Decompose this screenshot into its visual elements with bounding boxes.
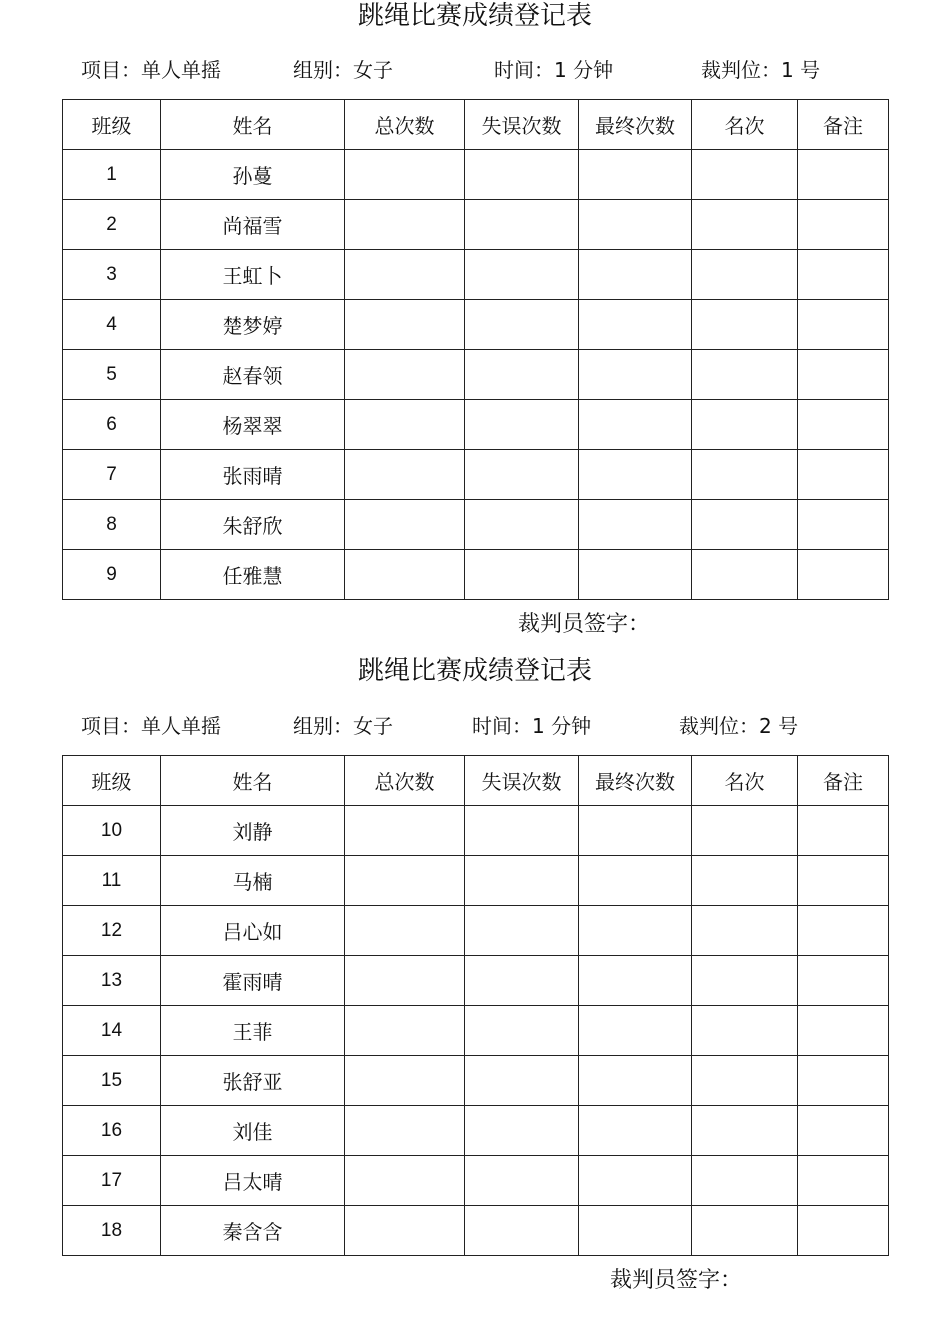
errors-cell[interactable]	[465, 906, 579, 956]
column-header-class: 班级	[63, 100, 161, 150]
total-cell[interactable]	[345, 956, 465, 1006]
class-cell: 2	[63, 200, 161, 250]
errors-cell[interactable]	[465, 1206, 579, 1256]
errors-cell[interactable]	[465, 806, 579, 856]
sheet-2-title: 跳绳比赛成绩登记表	[357, 656, 592, 686]
class-cell: 1	[63, 150, 161, 200]
table-row	[63, 450, 889, 500]
rank-cell[interactable]	[692, 300, 798, 350]
name-cell: 秦含含	[161, 1206, 345, 1256]
errors-cell[interactable]	[465, 350, 579, 400]
sheet-2-referee-position: 裁判位：2 号	[679, 714, 799, 738]
notes-cell[interactable]	[798, 500, 889, 550]
table-row	[63, 550, 889, 600]
notes-cell[interactable]	[798, 1106, 889, 1156]
notes-cell[interactable]	[798, 906, 889, 956]
rank-cell[interactable]	[692, 450, 798, 500]
name-cell: 刘佳	[161, 1106, 345, 1156]
rank-cell[interactable]	[692, 906, 798, 956]
final-cell[interactable]	[579, 1006, 692, 1056]
class-cell: 4	[63, 300, 161, 350]
table-row	[63, 906, 889, 956]
sheet-2-signature-label: 裁判员签字：	[610, 1268, 743, 1293]
total-cell[interactable]	[345, 400, 465, 450]
name-cell: 任雅慧	[161, 550, 345, 600]
name-cell: 吕心如	[161, 906, 345, 956]
sheet-2-group: 组别：女子	[293, 714, 393, 738]
total-cell[interactable]	[345, 1056, 465, 1106]
final-cell[interactable]	[579, 200, 692, 250]
name-cell: 楚梦婷	[161, 300, 345, 350]
table-row	[63, 1006, 889, 1056]
column-header-name: 姓名	[161, 756, 345, 806]
total-cell[interactable]	[345, 450, 465, 500]
class-cell: 8	[63, 500, 161, 550]
name-cell: 吕太晴	[161, 1156, 345, 1206]
total-cell[interactable]	[345, 806, 465, 856]
final-cell[interactable]	[579, 150, 692, 200]
column-header-name: 姓名	[161, 100, 345, 150]
rank-cell[interactable]	[692, 1006, 798, 1056]
name-cell: 张雨晴	[161, 450, 345, 500]
table-row	[63, 300, 889, 350]
column-header-notes: 备注	[798, 100, 889, 150]
class-cell: 15	[63, 1056, 161, 1106]
sheet-1-group: 组别：女子	[293, 58, 393, 82]
column-header-total: 总次数	[345, 756, 465, 806]
notes-cell[interactable]	[798, 400, 889, 450]
errors-cell[interactable]	[465, 1106, 579, 1156]
total-cell[interactable]	[345, 856, 465, 906]
notes-cell[interactable]	[798, 300, 889, 350]
rank-cell[interactable]	[692, 400, 798, 450]
sheet-1-time: 时间：1 分钟	[494, 58, 614, 82]
total-cell[interactable]	[345, 1006, 465, 1056]
notes-cell[interactable]	[798, 856, 889, 906]
notes-cell[interactable]	[798, 350, 889, 400]
name-cell: 张舒亚	[161, 1056, 345, 1106]
final-cell[interactable]	[579, 550, 692, 600]
notes-cell[interactable]	[798, 956, 889, 1006]
name-cell: 孙蔓	[161, 150, 345, 200]
rank-cell[interactable]	[692, 500, 798, 550]
total-cell[interactable]	[345, 150, 465, 200]
rank-cell[interactable]	[692, 250, 798, 300]
notes-cell[interactable]	[798, 150, 889, 200]
table-row	[63, 1106, 889, 1156]
errors-cell[interactable]	[465, 500, 579, 550]
class-cell: 7	[63, 450, 161, 500]
name-cell: 王虹卜	[161, 250, 345, 300]
notes-cell[interactable]	[798, 200, 889, 250]
column-header-final: 最终次数	[579, 756, 692, 806]
final-cell[interactable]	[579, 956, 692, 1006]
notes-cell[interactable]	[798, 450, 889, 500]
class-cell: 6	[63, 400, 161, 450]
rank-cell[interactable]	[692, 1156, 798, 1206]
table-row	[63, 1206, 889, 1256]
sheet-2-time: 时间：1 分钟	[472, 714, 592, 738]
total-cell[interactable]	[345, 906, 465, 956]
name-cell: 杨翠翠	[161, 400, 345, 450]
sheet-1-table	[62, 99, 889, 600]
class-cell: 9	[63, 550, 161, 600]
table-row	[63, 500, 889, 550]
errors-cell[interactable]	[465, 956, 579, 1006]
errors-cell[interactable]	[465, 400, 579, 450]
class-cell: 3	[63, 250, 161, 300]
class-cell: 5	[63, 350, 161, 400]
total-cell[interactable]	[345, 550, 465, 600]
errors-cell[interactable]	[465, 1156, 579, 1206]
rank-cell[interactable]	[692, 150, 798, 200]
total-cell[interactable]	[345, 500, 465, 550]
class-cell: 10	[63, 806, 161, 856]
total-cell[interactable]	[345, 350, 465, 400]
column-header-class: 班级	[63, 756, 161, 806]
total-cell[interactable]	[345, 1156, 465, 1206]
errors-cell[interactable]	[465, 550, 579, 600]
rank-cell[interactable]	[692, 956, 798, 1006]
sheet-2-table	[62, 755, 889, 1256]
name-cell: 赵春领	[161, 350, 345, 400]
errors-cell[interactable]	[465, 250, 579, 300]
notes-cell[interactable]	[798, 1006, 889, 1056]
notes-cell[interactable]	[798, 1056, 889, 1106]
notes-cell[interactable]	[798, 250, 889, 300]
table-row	[63, 1156, 889, 1206]
column-header-rank: 名次	[692, 756, 798, 806]
name-cell: 霍雨晴	[161, 956, 345, 1006]
sheet-1-title: 跳绳比赛成绩登记表	[357, 1, 592, 31]
final-cell[interactable]	[579, 1106, 692, 1156]
class-cell: 18	[63, 1206, 161, 1256]
errors-cell[interactable]	[465, 200, 579, 250]
sheet-1-signature-label: 裁判员签字：	[518, 612, 651, 637]
total-cell[interactable]	[345, 1206, 465, 1256]
column-header-final: 最终次数	[579, 100, 692, 150]
table-row	[63, 250, 889, 300]
final-cell[interactable]	[579, 450, 692, 500]
errors-cell[interactable]	[465, 1006, 579, 1056]
total-cell[interactable]	[345, 200, 465, 250]
final-cell[interactable]	[579, 806, 692, 856]
notes-cell[interactable]	[798, 806, 889, 856]
table-row	[63, 806, 889, 856]
rank-cell[interactable]	[692, 806, 798, 856]
notes-cell[interactable]	[798, 1156, 889, 1206]
table-row	[63, 856, 889, 906]
errors-cell[interactable]	[465, 856, 579, 906]
table-row	[63, 1056, 889, 1106]
table-row	[63, 350, 889, 400]
class-cell: 12	[63, 906, 161, 956]
name-cell: 朱舒欣	[161, 500, 345, 550]
rank-cell[interactable]	[692, 856, 798, 906]
final-cell[interactable]	[579, 1156, 692, 1206]
column-header-notes: 备注	[798, 756, 889, 806]
column-header-errors: 失误次数	[465, 756, 579, 806]
total-cell[interactable]	[345, 1106, 465, 1156]
table-row	[63, 400, 889, 450]
rank-cell[interactable]	[692, 1106, 798, 1156]
total-cell[interactable]	[345, 250, 465, 300]
table-header-row	[63, 756, 889, 806]
final-cell[interactable]	[579, 250, 692, 300]
final-cell[interactable]	[579, 1206, 692, 1256]
class-cell: 11	[63, 856, 161, 906]
final-cell[interactable]	[579, 350, 692, 400]
class-cell: 13	[63, 956, 161, 1006]
sheet-1-referee-position: 裁判位：1 号	[701, 58, 821, 82]
name-cell: 马楠	[161, 856, 345, 906]
table-row	[63, 200, 889, 250]
final-cell[interactable]	[579, 300, 692, 350]
rank-cell[interactable]	[692, 350, 798, 400]
total-cell[interactable]	[345, 300, 465, 350]
rank-cell[interactable]	[692, 200, 798, 250]
name-cell: 刘静	[161, 806, 345, 856]
name-cell: 尚福雪	[161, 200, 345, 250]
errors-cell[interactable]	[465, 1056, 579, 1106]
column-header-errors: 失误次数	[465, 100, 579, 150]
sheet-2-project: 项目：单人单摇	[81, 714, 221, 738]
errors-cell[interactable]	[465, 150, 579, 200]
final-cell[interactable]	[579, 400, 692, 450]
table-header-row	[63, 100, 889, 150]
rank-cell[interactable]	[692, 550, 798, 600]
sheet-1-project: 项目：单人单摇	[81, 58, 221, 82]
column-header-rank: 名次	[692, 100, 798, 150]
class-cell: 16	[63, 1106, 161, 1156]
name-cell: 王菲	[161, 1006, 345, 1056]
class-cell: 17	[63, 1156, 161, 1206]
errors-cell[interactable]	[465, 300, 579, 350]
notes-cell[interactable]	[798, 1206, 889, 1256]
rank-cell[interactable]	[692, 1056, 798, 1106]
errors-cell[interactable]	[465, 450, 579, 500]
final-cell[interactable]	[579, 906, 692, 956]
table-row	[63, 956, 889, 1006]
rank-cell[interactable]	[692, 1206, 798, 1256]
final-cell[interactable]	[579, 856, 692, 906]
class-cell: 14	[63, 1006, 161, 1056]
table-row	[63, 150, 889, 200]
column-header-total: 总次数	[345, 100, 465, 150]
final-cell[interactable]	[579, 1056, 692, 1106]
notes-cell[interactable]	[798, 550, 889, 600]
final-cell[interactable]	[579, 500, 692, 550]
